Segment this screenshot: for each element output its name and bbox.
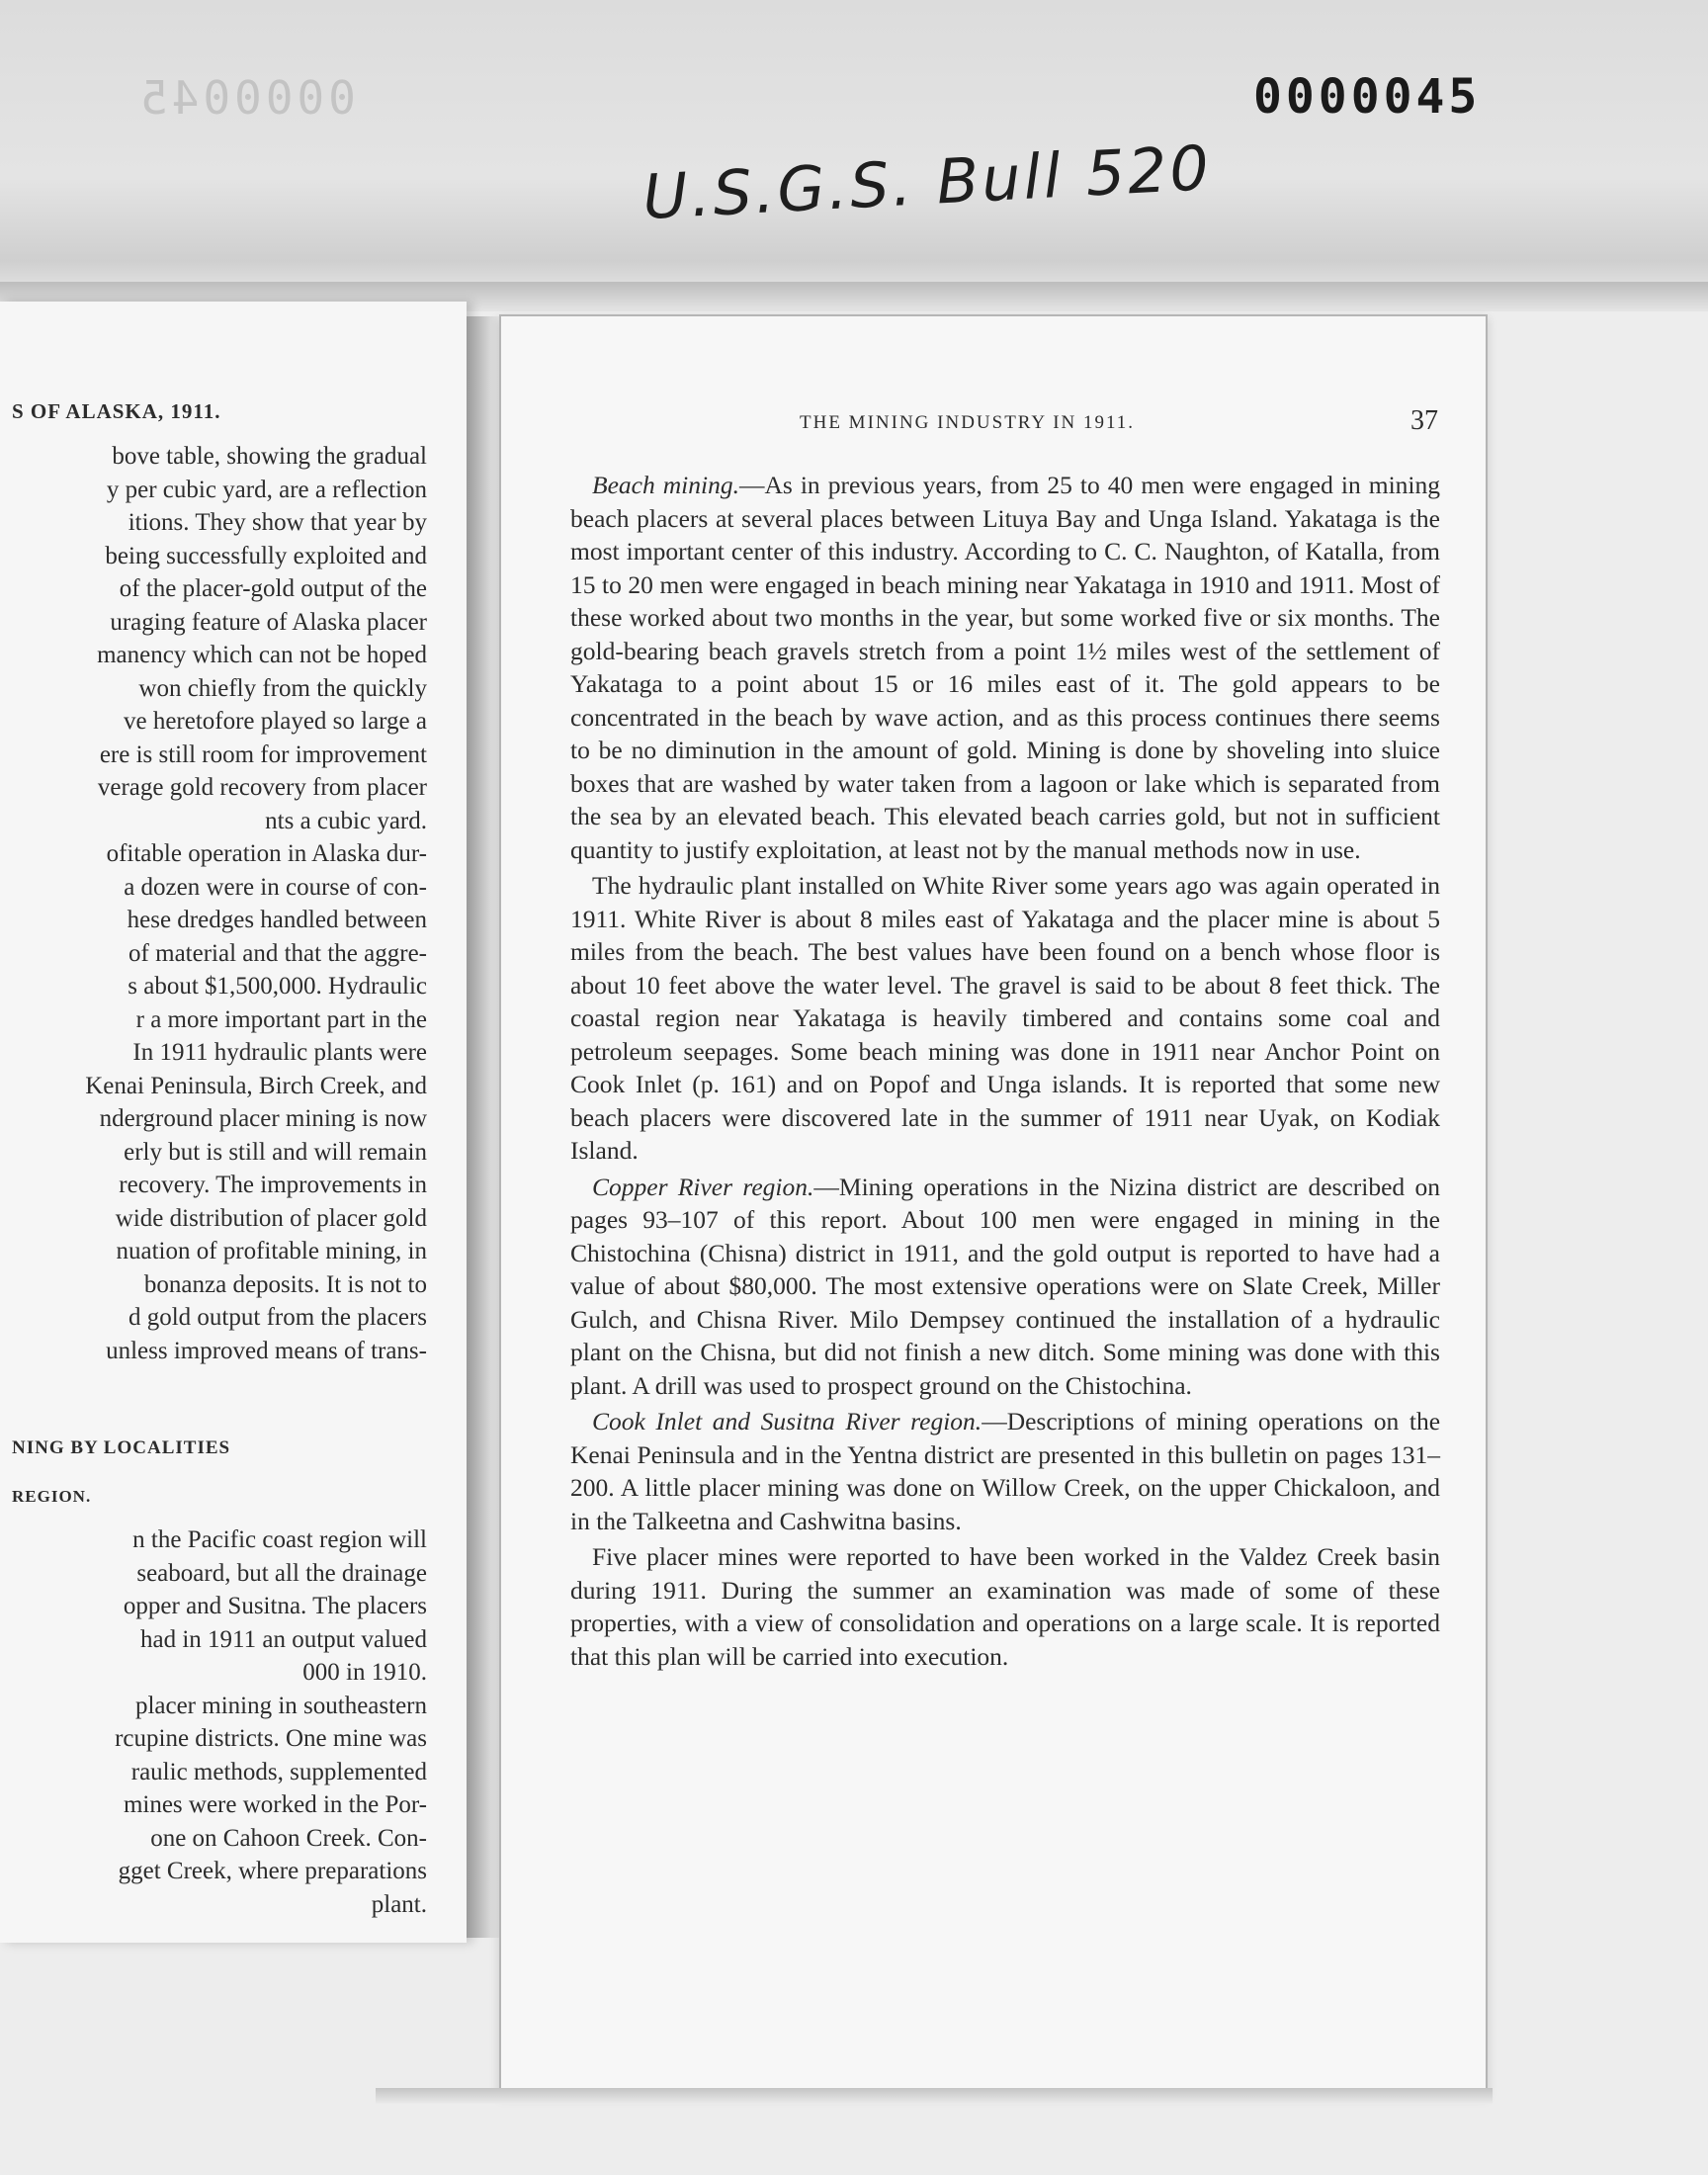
left-text-line: wide distribution of placer gold <box>115 1204 427 1232</box>
left-running-head: S OF ALASKA, 1911. <box>12 399 221 423</box>
left-heading-localities: NING BY LOCALITIES <box>12 1437 231 1458</box>
left-lines-block-1 <box>12 440 427 1367</box>
left-text-line: a dozen were in course of con- <box>124 873 427 901</box>
handwritten-note: U.S.G.S. Bull 520 <box>640 130 1214 234</box>
left-text-line: d gold output from the placers <box>128 1304 427 1331</box>
left-text-line: mines were worked in the Por- <box>123 1791 427 1818</box>
left-text-line: bonanza deposits. It is not to <box>143 1270 427 1298</box>
left-text-line: erly but is still and will remain <box>124 1138 427 1166</box>
paragraph-lead: Copper River region. <box>592 1172 814 1201</box>
left-lines-block-2 <box>12 1523 427 1921</box>
left-text-line: one on Cahoon Creek. Con- <box>150 1824 427 1852</box>
ghost-stamp: 0000045 <box>136 71 356 125</box>
left-text-line: opper and Susitna. The placers <box>123 1593 427 1619</box>
left-text-line: In 1911 hydraulic plants were <box>132 1039 427 1066</box>
left-heading-region: REGION. <box>12 1487 92 1506</box>
left-text-line: nts a cubic yard. <box>265 807 427 834</box>
running-head: THE MINING INDUSTRY IN 1911. <box>800 412 1136 433</box>
left-text-line: rcupine districts. One mine was <box>115 1725 427 1752</box>
left-text-line: verage gold recovery from placer <box>97 774 427 801</box>
paragraph-text: The hydraulic plant installed on White River some years ago was again operated in 1911. White River is about 8 miles east of Yakataga and the placer mine is about 5 miles from the beach. The best values have been found on a bench whose floor is about 10 feet above the water level. The gravel is said to be about 8 feet thick. The coastal region near Yakataga is heavily timbered and contains some coal and petroleum seepages. Some beach mining was done in 1911 near Anchor Point on Cook Inlet (p. 161) and on Popof and Unga islands. It is reported that some new beach placers were discovered late in the summer of 1911 near Uyak, on Kodiak Island. <box>570 871 1440 1165</box>
left-text-line: n the Pacific coast region will <box>132 1526 427 1553</box>
paragraph-lead: Cook Inlet and Susitna River region. <box>592 1407 982 1436</box>
page-bottom-edge <box>376 2088 1493 2104</box>
paragraph <box>570 1405 1440 1537</box>
left-text-line: of material and that the aggre- <box>128 939 427 967</box>
paragraph <box>570 1540 1440 1673</box>
left-text-line: r a more important part in the <box>135 1005 427 1033</box>
paragraph-text: —Descriptions of mining operations on the Kenai Peninsula and in the Yentna district are presented in this bulletin on pages 131–200. A little placer mining was done on Willow Creek, on the upper Chickaloon, and in the Talkeetna and Cashwitna basins. <box>570 1407 1441 1535</box>
paragraph-lead: Beach mining. <box>592 471 739 499</box>
left-text-line: placer mining in southeastern <box>134 1692 427 1719</box>
paragraph-text: —As in previous years, from 25 to 40 men were engaged in mining beach placers at several places between Lituya Bay and Unga Island. Yakataga is the most important center of this industry. According to C. C. Naughton, of Katalla, from 15 to 20 men were engaged in beach mining near Yakataga in 1910 and 1911. Most of these worked about two months in the year, but some worked five or six months. The gold-bearing beach gravels stretch from a point 1½ miles west of the settlement of Yakataga to a point about 15 or 16 miles east of it. The gold appears to be concentrated in the beach by wave action, and as this process continues there seems to be no diminution in the amount of gold. Mining is done by shoveling into sluice boxes that are washed by water taken from a lagoon or lake which is separated from the sea by an elevated beach. This elevated beach carries gold, but not in sufficient quantity to justify exploitation, at least not by the manual methods now in use. <box>570 471 1440 864</box>
left-text-line: Kenai Peninsula, Birch Creek, and <box>85 1072 427 1099</box>
left-text-line: won chiefly from the quickly <box>138 674 427 702</box>
left-text-line: plant. <box>371 1890 427 1918</box>
page-number: 37 <box>1410 405 1438 436</box>
paragraph-text: Five placer mines were reported to have been worked in the Valdez Creek basin during 1911. During the summer an examination was made of some of these properties, with a view of consolidation and operations on a large scale. It is reported that this plan will be carried into execution. <box>570 1542 1440 1671</box>
left-text-line: y per cubic yard, are a reflection <box>106 476 427 503</box>
left-text-line: hese dredges handled between <box>127 907 427 933</box>
left-text-line: 000 in 1910. <box>302 1659 427 1686</box>
left-text-line: recovery. The improvements in <box>119 1172 427 1198</box>
left-text-line: being successfully exploited and <box>105 542 427 569</box>
left-text-line: gget Creek, where preparations <box>118 1858 427 1884</box>
left-text-line: bove table, showing the gradual <box>112 443 427 470</box>
left-text-line: raulic methods, supplemented <box>130 1758 427 1785</box>
left-page-fragment <box>0 302 467 1943</box>
left-text-line: itions. They show that year by <box>128 509 427 536</box>
left-text-line: had in 1911 an output valued <box>140 1625 427 1653</box>
left-text-line: manency which can not be hoped <box>97 642 427 668</box>
left-text-line: of the placer-gold output of the <box>119 575 427 602</box>
body-text <box>570 469 1440 1676</box>
left-text-line: ofitable operation in Alaska dur- <box>106 840 427 867</box>
left-text-line: seaboard, but all the drainage <box>136 1559 427 1587</box>
paragraph <box>570 869 1440 1168</box>
left-text-line: uraging feature of Alaska placer <box>110 608 427 636</box>
right-page <box>499 314 1488 2094</box>
left-text-line: ere is still room for improvement <box>99 740 427 768</box>
left-text-line: nuation of profitable mining, in <box>116 1238 427 1264</box>
left-text-line: nderground placer mining is now <box>99 1105 427 1132</box>
left-text-line: ve heretofore played so large a <box>123 708 427 735</box>
left-text-line: s about $1,500,000. Hydraulic <box>128 973 427 1000</box>
paragraph <box>570 1171 1440 1403</box>
scanner-shadow <box>0 0 1708 297</box>
paragraph <box>570 469 1440 866</box>
left-text-line: unless improved means of trans- <box>106 1337 427 1364</box>
paragraph-text: —Mining operations in the Nizina district are described on pages 93–107 of this report. About 100 men were engaged in mining in the Chistochina (Chisna) district in 1911, and the gold output is reported to have had a value of about $80,000. The most extensive operations were on Slate Creek, Miller Gulch, and Chisna River. Milo Dempsey continued the installation of a hydraulic plant on the Chisna, but did not finish a new ditch. Some mining was done with this plant. A drill was used to prospect ground on the Chistochina. <box>570 1172 1440 1400</box>
document-stamp: 0000045 <box>1253 69 1482 125</box>
